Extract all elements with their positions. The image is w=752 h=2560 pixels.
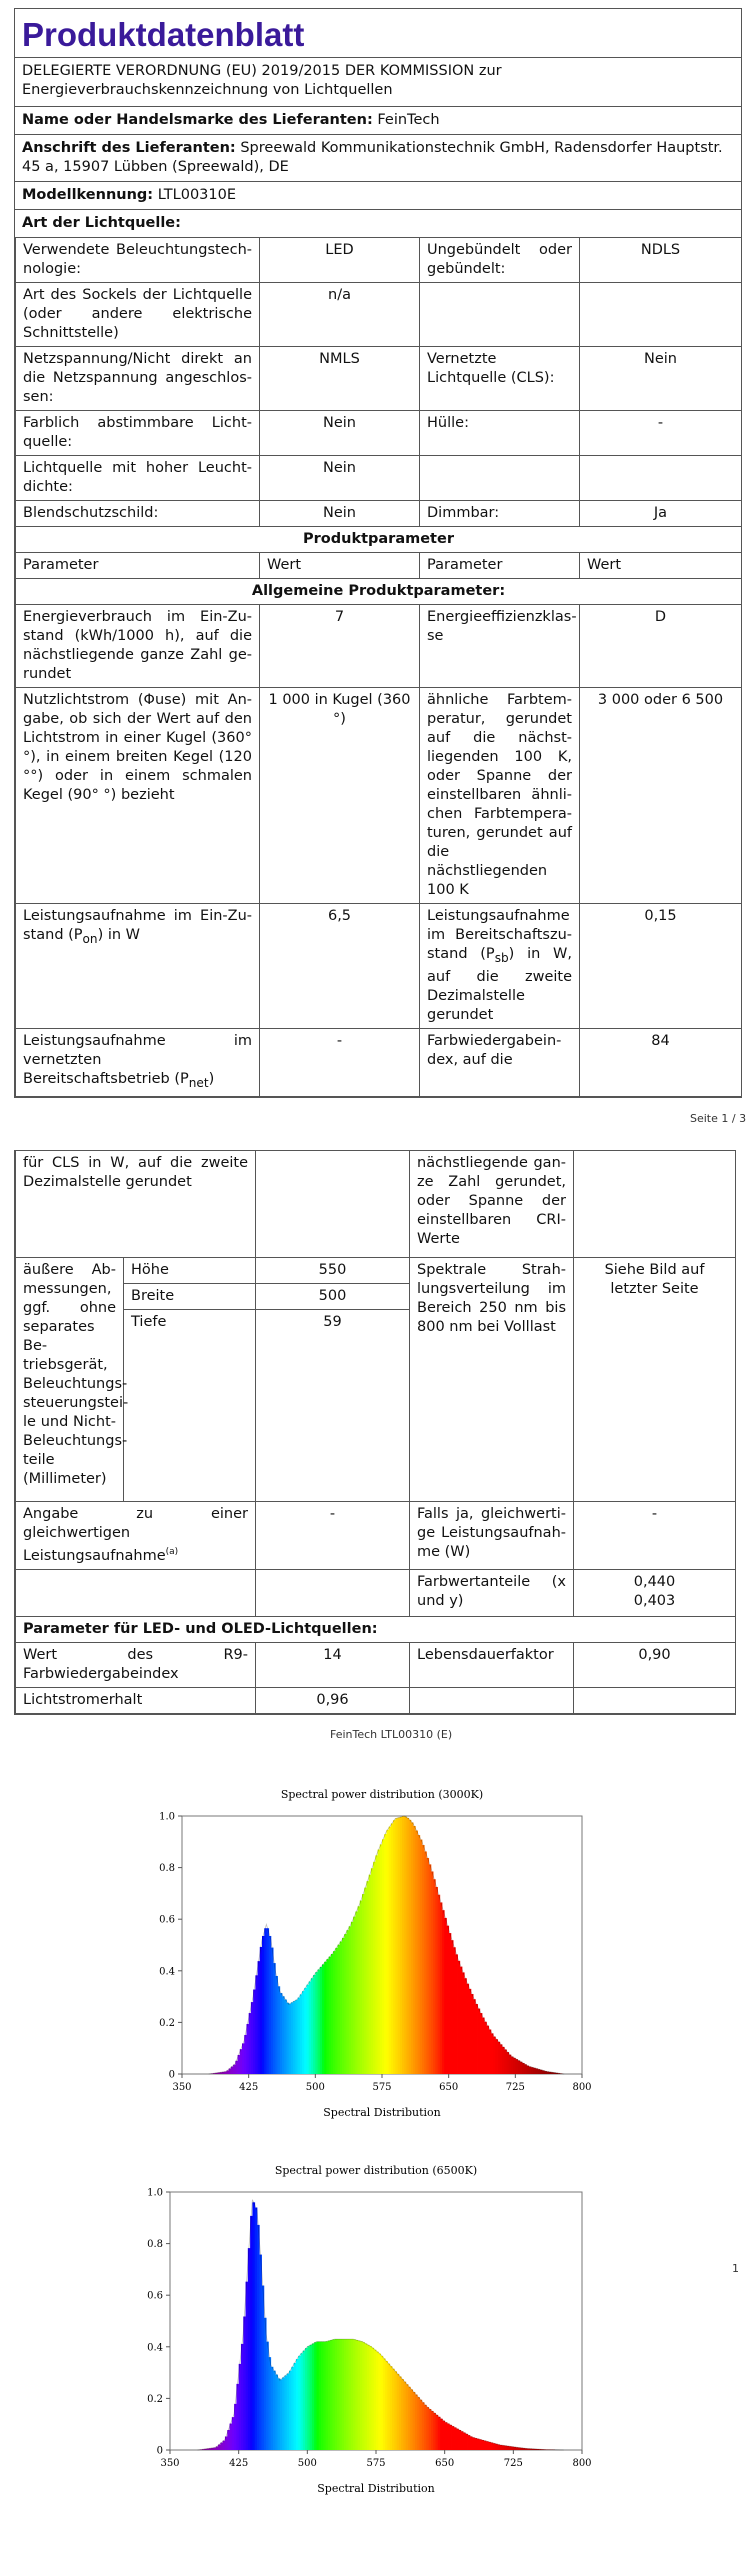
spectrum-bar <box>328 2341 331 2450</box>
y-tick-label: 0 <box>168 2069 175 2081</box>
spectrum-bar <box>287 2374 290 2450</box>
table-row <box>16 1687 736 1713</box>
row-value: Nein <box>260 411 420 456</box>
x-tick-label: 800 <box>572 2458 592 2469</box>
spectrum-bar <box>273 2371 276 2450</box>
row-value: - <box>256 1502 410 1570</box>
spectrum-bar <box>362 2342 365 2450</box>
row-label: nächstliegende ganze Zahl gerundet, oder Spanne der einstellbaren CRI-Werte <box>410 1151 574 1258</box>
spectrum-bar <box>417 2397 420 2450</box>
row-value <box>256 1569 410 1616</box>
y-tick-label: 0.2 <box>159 2017 175 2029</box>
spectrum-bar <box>264 2318 267 2450</box>
chroma-x: 0,440 <box>633 1573 676 1590</box>
supplier-address: Spreewald Kommunikationstechnik GmbH, Radensdorfer Hauptstr. 45 a, 15907 Lübben (Spreewald), DE <box>22 140 723 175</box>
header-row <box>16 553 742 579</box>
spectrum-bar <box>314 2342 317 2450</box>
dim-depth-label: Tiefe <box>124 1310 256 1502</box>
spectrum-bar <box>291 2367 294 2450</box>
page-footer: FeinTech LTL00310 (E) <box>330 1728 453 1741</box>
model-label: Modellkennung: <box>22 187 154 203</box>
page-mark: 1 <box>732 2262 739 2275</box>
supplier-name: FeinTech <box>377 112 440 128</box>
spectrum-bar <box>374 2350 377 2450</box>
x-tick-label: 650 <box>435 2458 455 2469</box>
spectrum-bar <box>323 2342 326 2450</box>
row-label: ähnliche Farbtemperatur, gerundet auf die nächstliegenden 100 K, oder Spanne der einstellbaren ähnlichen Farbtemperaturen, gerundet auf die nächstliegenden 100 K <box>420 688 580 904</box>
spectrum-bar <box>479 2439 482 2450</box>
regulation-intro: DELEGIERTE VERORDNUNG (EU) 2019/2015 DER KOMMISSION zur Energieverbrauchskennzeichnung von Lichtquellen <box>15 58 741 107</box>
spectrum-bar <box>365 2344 368 2450</box>
spectrum-bar <box>275 2375 278 2450</box>
datasheet-frame-2 <box>14 1150 736 1715</box>
spectrum-bar <box>426 2407 429 2450</box>
row-label <box>410 1687 574 1713</box>
spectrum-bar <box>369 2346 372 2450</box>
page-number: Seite 1 / 3 <box>690 1112 747 1125</box>
row-value: Nein <box>260 501 420 527</box>
row-label: Hülle: <box>420 411 580 456</box>
chromaticity-value <box>574 1569 736 1616</box>
supplier-name-label: Name oder Handelsmarke des Lieferanten: <box>22 112 373 128</box>
row-value: 14 <box>256 1642 410 1687</box>
supplier-address-label: Anschrift des Lieferanten: <box>22 140 236 156</box>
spectrum-bar <box>319 2342 322 2450</box>
spectrum-bar <box>289 2371 292 2450</box>
lightsource-table <box>15 237 742 1097</box>
row-value: NDLS <box>580 238 742 283</box>
col-header-param: Parameter <box>420 553 580 579</box>
spectrum-bar <box>433 2413 436 2450</box>
spectrum-bar <box>495 2444 498 2450</box>
row-label: Nutzlichtstrom (Φuse) mit Angabe, ob sich der Wert auf den Lichtstrom in einer Kugel (360° °), in einem breiten Kegel (120 °°) oder in einem schmalen Kegel (90° °) bezieht <box>16 688 260 904</box>
spectrum-bar <box>486 2441 489 2450</box>
spectrum-bar <box>408 2387 411 2450</box>
row-value: D <box>580 605 742 688</box>
spectral-label: Spektrale Strahlungsverteilung im Bereich 250 nm bis 800 nm bei Volllast <box>410 1258 574 1502</box>
spectrum-bar <box>271 2367 274 2450</box>
spectrum-bar <box>470 2436 473 2450</box>
row-value: 3 000 oder 6 500 <box>580 688 742 904</box>
spectrum-bar <box>296 2359 299 2450</box>
spectrum-bar <box>371 2348 374 2450</box>
row-value <box>574 1687 736 1713</box>
product-params-heading: Produktparameter <box>16 527 742 553</box>
row-label <box>420 456 580 501</box>
y-tick-label: 0.6 <box>159 1914 175 1926</box>
x-tick-label: 725 <box>505 2082 525 2093</box>
spectrum-bar <box>413 2392 416 2450</box>
row-value: n/a <box>260 283 420 347</box>
led-params-heading: Parameter für LED- und OLED-Lichtquellen: <box>16 1616 736 1642</box>
table-row <box>16 1258 736 1284</box>
row-label: Dimmbar: <box>420 501 580 527</box>
row-value <box>580 456 742 501</box>
spectrum-bar <box>449 2425 452 2450</box>
table-row <box>16 238 742 283</box>
table-row <box>16 688 742 904</box>
chroma-y: 0,403 <box>633 1592 676 1609</box>
spectrum-bar <box>259 2255 262 2450</box>
row-label <box>16 1028 260 1096</box>
row-label-text: Leistungsaufnahme im Ein-Zustand (P <box>23 908 252 943</box>
spectrum-bar <box>243 2316 246 2450</box>
spectrum-bar <box>268 2357 271 2450</box>
spectrum-bar <box>230 2424 233 2450</box>
x-tick-label: 425 <box>239 2082 259 2093</box>
spectrum-bar <box>330 2340 333 2450</box>
x-tick-label: 350 <box>172 2082 192 2093</box>
row-value: - <box>260 1028 420 1096</box>
row-value: 1 000 in Kugel (360 °) <box>260 688 420 904</box>
row-label: Falls ja, gleichwertige Leistungsaufnahme (W) <box>410 1502 574 1570</box>
light-type-heading: Art der Lichtquelle: <box>22 215 181 231</box>
spectrum-bar <box>387 2364 390 2450</box>
row-label: für CLS in W, auf die zweite Dezimalstelle gerundet <box>16 1151 256 1258</box>
spectrum-bar <box>484 2441 487 2450</box>
spectrum-bar <box>303 2351 306 2450</box>
row-label <box>16 904 260 1029</box>
y-tick-label: 0.8 <box>159 1863 175 1875</box>
row-value <box>580 283 742 347</box>
spectrum-bar <box>278 2378 281 2450</box>
spectrum-bar <box>358 2341 361 2450</box>
spectrum-bar <box>465 2434 468 2450</box>
row-value: 0,96 <box>256 1687 410 1713</box>
spectrum-bar <box>468 2435 471 2450</box>
row-value: Nein <box>580 347 742 411</box>
row-value: - <box>574 1502 736 1570</box>
spectrum-bar <box>394 2371 397 2450</box>
spectrum-bar <box>504 2446 507 2450</box>
table-row <box>16 1502 736 1570</box>
row-label: Vernetzte Lichtquelle (CLS): <box>420 347 580 411</box>
spectrum-bar <box>282 2377 285 2450</box>
y-tick-label: 0 <box>156 2445 163 2457</box>
spectrum-bar <box>284 2376 287 2450</box>
document-title: Produktdatenblatt <box>15 9 741 58</box>
spectrum-bar <box>321 2342 324 2450</box>
subscript: sb <box>494 950 509 965</box>
spectrum-bar <box>381 2356 384 2450</box>
dimensions-label: äußere Abmessungen, ggf. ohne separates Betriebsgerät, Beleuchtungssteuerungsteile und Nicht-Beleuchtungsteile (Millimeter) <box>16 1258 124 1502</box>
row-label-text: Leistungsaufnahme im vernetzten Bereitschaftsbetrieb (P <box>23 1032 252 1087</box>
spectrum-bar <box>294 2363 297 2450</box>
spectrum-bar <box>305 2348 308 2450</box>
spectrum-bar <box>422 2402 425 2450</box>
row-value: 7 <box>260 605 420 688</box>
spectrum-bar <box>266 2342 269 2450</box>
spectrum-bar <box>239 2364 242 2450</box>
spectrum-bar <box>477 2439 480 2450</box>
spectrum-bar <box>280 2379 283 2450</box>
table-row <box>16 501 742 527</box>
spectrum-bar <box>401 2379 404 2450</box>
spectrum-bar <box>461 2431 464 2450</box>
spectrum-bar <box>506 2446 509 2450</box>
spectrum-bar <box>257 2225 260 2450</box>
row-value: LED <box>260 238 420 283</box>
spectrum-bar <box>307 2346 310 2450</box>
row-label <box>16 1502 256 1570</box>
spectrum-bar <box>454 2427 457 2450</box>
chart-title: Spectral power distribution (3000K) <box>280 1788 484 1801</box>
spectrum-bar <box>316 2342 319 2450</box>
spectrum-bar <box>262 2286 265 2450</box>
chart-title: Spectral power distribution (6500K) <box>274 2164 478 2177</box>
spectrum-bar <box>472 2437 475 2450</box>
table-row <box>16 904 742 1029</box>
spectrum-bar <box>353 2339 356 2450</box>
x-tick-label: 500 <box>305 2082 325 2093</box>
row-label: Netzspannung/Nicht direkt an die Netzspannung angeschlossen: <box>16 347 260 411</box>
spectrum-bar <box>385 2361 388 2450</box>
row-label: Lichtquelle mit hoher Leuchtdichte: <box>16 456 260 501</box>
row-label: Art des Sockels der Lichtquelle (oder andere elektrische Schnittstelle) <box>16 283 260 347</box>
section-heading-row <box>16 527 742 553</box>
col-header-value: Wert <box>260 553 420 579</box>
spectrum-bar <box>333 2339 336 2450</box>
spectrum-bar <box>337 2339 340 2450</box>
x-tick-label: 575 <box>372 2082 392 2093</box>
chromaticity-label: Farbwertanteile (x und y) <box>410 1569 574 1616</box>
row-value <box>574 1151 736 1258</box>
spectrum-bar <box>490 2443 493 2450</box>
spectrum-bar <box>351 2339 354 2450</box>
y-tick-label: 0.2 <box>147 2393 163 2405</box>
row-label <box>420 904 580 1029</box>
row-label <box>16 1569 256 1616</box>
spectrum-bar <box>474 2438 477 2450</box>
supplier-address-row <box>15 135 741 182</box>
row-label: Lichtstromerhalt <box>16 1687 256 1713</box>
supplier-name-row <box>15 107 741 135</box>
dim-width-value: 500 <box>256 1284 410 1310</box>
superscript: (a) <box>165 1547 179 1557</box>
row-label-text: ) <box>208 1070 215 1087</box>
x-tick-label: 425 <box>229 2458 249 2469</box>
spectrum-bar <box>360 2341 363 2450</box>
spectrum-bar <box>223 2441 226 2450</box>
spectrum-bar <box>481 2440 484 2450</box>
row-value: 6,5 <box>260 904 420 1029</box>
spectrum-bar <box>452 2426 455 2450</box>
spectrum-bar <box>342 2339 345 2450</box>
row-label-text: ) in W, auf die zweite Dezimalstelle gerundet <box>427 946 572 1023</box>
spectral-value: Siehe Bild auf letzter Seite <box>574 1258 736 1502</box>
spectrum-bar <box>500 2445 503 2450</box>
spectrum-bar <box>326 2341 329 2450</box>
y-tick-label: 1.0 <box>159 1811 175 1823</box>
spectrum-bar <box>339 2339 342 2450</box>
y-tick-label: 0.6 <box>147 2290 163 2302</box>
spectrum-bar <box>346 2339 349 2450</box>
spectrum-bar <box>376 2352 379 2450</box>
row-label: Blendschutzschild: <box>16 501 260 527</box>
spectrum-bar <box>442 2421 445 2450</box>
spectrum-bar <box>406 2384 409 2450</box>
table-row <box>16 283 742 347</box>
spectrum-bar <box>429 2409 432 2450</box>
table-row <box>16 456 742 501</box>
spectrum-bar <box>392 2369 395 2450</box>
row-label <box>420 283 580 347</box>
spectrum-bar <box>344 2339 347 2450</box>
dim-height-value: 550 <box>256 1258 410 1284</box>
y-tick-label: 0.8 <box>147 2239 163 2251</box>
spectrum-bar <box>250 2216 253 2450</box>
row-label: Energieeffizienzklasse <box>420 605 580 688</box>
spectrum-bar <box>300 2353 303 2450</box>
x-tick-label: 350 <box>160 2458 180 2469</box>
row-label: Verwendete Beleuchtungstechnologie: <box>16 238 260 283</box>
spectrum-bar <box>298 2356 301 2450</box>
spectrum-bar <box>456 2429 459 2450</box>
row-label: Ungebündelt oder gebündelt: <box>420 238 580 283</box>
row-label: Lebensdauerfaktor <box>410 1642 574 1687</box>
spectrum-bar <box>410 2389 413 2450</box>
y-tick-label: 1.0 <box>147 2187 163 2199</box>
general-params-heading: Allgemeine Produktparameter: <box>16 579 742 605</box>
spectrum-bar <box>447 2424 450 2450</box>
spectrum-bar <box>246 2282 249 2450</box>
row-value <box>256 1151 410 1258</box>
y-tick-label: 0.4 <box>159 1966 175 1978</box>
dim-height-label: Höhe <box>124 1258 256 1284</box>
spectrum-bar <box>255 2207 258 2450</box>
col-header-param: Parameter <box>16 553 260 579</box>
spectrum-bar <box>355 2340 358 2450</box>
row-value: Nein <box>260 456 420 501</box>
model-row <box>15 182 741 210</box>
row-value: 0,15 <box>580 904 742 1029</box>
spectrum-bar <box>403 2382 406 2450</box>
row-value: NMLS <box>260 347 420 411</box>
row-label: Energieverbrauch im Ein-Zustand (kWh/1000 h), auf die nächstliegende ganze Zahl gerundet <box>16 605 260 688</box>
spectrum-bar <box>440 2419 443 2450</box>
spectrum-bar <box>419 2400 422 2450</box>
spectrum-bar <box>232 2417 235 2450</box>
model-id: LTL00310E <box>157 187 237 203</box>
row-value: 0,90 <box>574 1642 736 1687</box>
row-label: Farblich abstimmbare Lichtquelle: <box>16 411 260 456</box>
spectrum-bar <box>399 2376 402 2450</box>
subscript: on <box>82 931 98 946</box>
spectrum-bar <box>502 2445 505 2450</box>
row-label: Farbwiedergabeindex, auf die <box>420 1028 580 1096</box>
spectrum-bar <box>445 2422 448 2450</box>
subscript: net <box>188 1075 209 1090</box>
section-heading-row <box>16 1616 736 1642</box>
x-tick-label: 725 <box>503 2458 523 2469</box>
datasheet-frame-1 <box>14 8 742 1098</box>
table-row <box>16 347 742 411</box>
spectrum-bar <box>415 2395 418 2450</box>
spectrum-bar <box>383 2358 386 2450</box>
row-label-text: ) in W <box>97 927 141 943</box>
table-row <box>16 411 742 456</box>
spectrum-bar <box>248 2248 251 2450</box>
x-tick-label: 650 <box>439 2082 459 2093</box>
row-value: - <box>580 411 742 456</box>
spd-chart-6500k <box>130 2158 600 2498</box>
y-tick-label: 0.4 <box>147 2342 163 2354</box>
table-row <box>16 1642 736 1687</box>
x-axis-label: Spectral Distribution <box>317 2482 435 2495</box>
x-tick-label: 500 <box>297 2458 317 2469</box>
spectrum-bar <box>458 2430 461 2450</box>
spectrum-bar <box>438 2417 441 2450</box>
spectrum-bar <box>493 2443 496 2450</box>
spectrum-bar <box>312 2344 315 2450</box>
row-label: Wert des R9-Farbwiedergabeindex <box>16 1642 256 1687</box>
spectrum-bar <box>436 2415 439 2450</box>
section-heading-row <box>16 579 742 605</box>
x-tick-label: 800 <box>572 2082 592 2093</box>
table-row <box>16 605 742 688</box>
spectrum-bar <box>390 2366 393 2450</box>
dim-depth-value: 59 <box>256 1310 410 1502</box>
table-row <box>16 1028 742 1096</box>
spectrum-bar <box>431 2411 434 2450</box>
row-value: 84 <box>580 1028 742 1096</box>
spectrum-bar <box>463 2433 466 2450</box>
spectrum-bar <box>509 2446 512 2450</box>
spectrum-bar <box>397 2374 400 2450</box>
spectrum-bar <box>367 2345 370 2450</box>
spectrum-bar <box>252 2202 255 2450</box>
spectrum-bar <box>488 2442 491 2450</box>
row-label-text: Leistungsaufnahme im Bereitschaftszustand (P <box>427 908 572 962</box>
spectrum-bar <box>335 2339 338 2450</box>
spd-chart-3000k <box>140 1782 600 2122</box>
x-axis-label: Spectral Distribution <box>323 2106 441 2119</box>
col-header-value: Wert <box>580 553 742 579</box>
spectrum-bar <box>378 2354 381 2450</box>
row-label-text: Angabe zu einer gleichwertigen Leistungsaufnahme <box>23 1506 248 1564</box>
x-tick-label: 575 <box>366 2458 386 2469</box>
table-row <box>16 1151 736 1258</box>
spectrum-bar <box>310 2345 313 2450</box>
table-row <box>16 1569 736 1616</box>
dim-width-label: Breite <box>124 1284 256 1310</box>
spectrum-bar <box>497 2445 500 2450</box>
row-value: Ja <box>580 501 742 527</box>
params-table-continued <box>15 1150 736 1714</box>
spectrum-bar <box>424 2405 427 2450</box>
spectrum-bar <box>241 2344 244 2450</box>
spectrum-bar <box>349 2339 352 2450</box>
